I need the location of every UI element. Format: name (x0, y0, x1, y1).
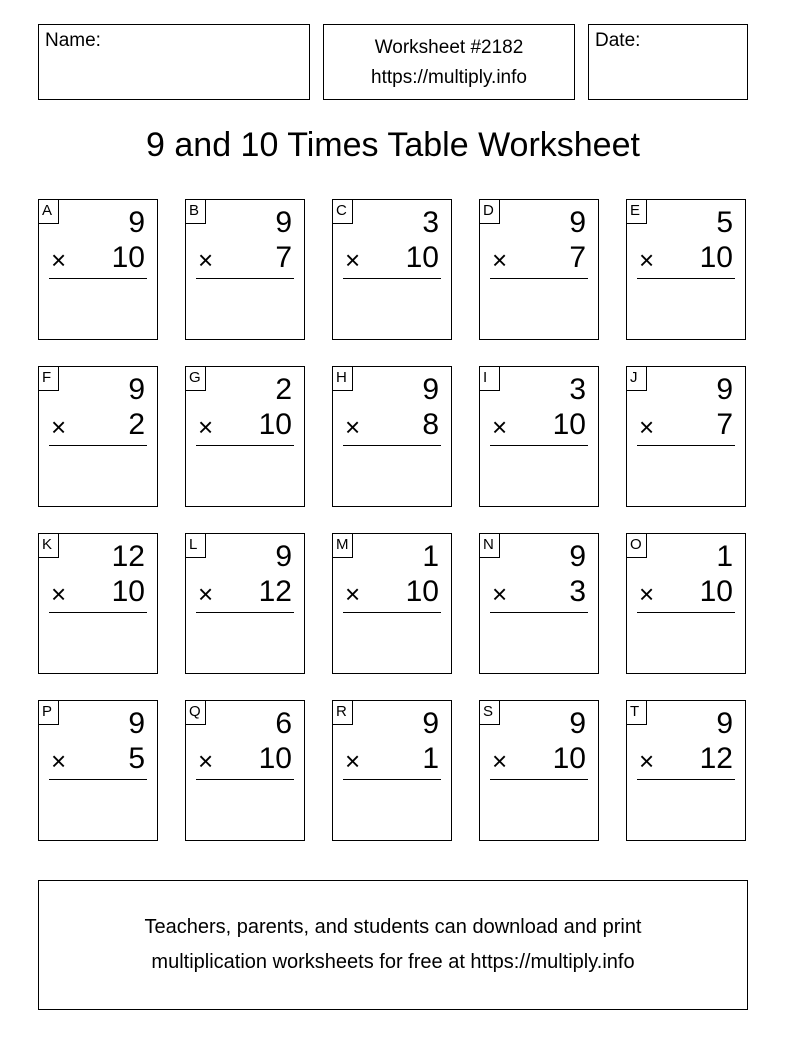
name-field-box (38, 24, 310, 100)
problem-label: J (627, 367, 647, 391)
multiplier: 10 (405, 575, 439, 608)
problem-card (185, 366, 305, 507)
multiplicand: 9 (128, 373, 145, 406)
answer-line (637, 278, 735, 279)
footer-line-2: multiplication worksheets for free at https://multiply.info (151, 951, 635, 973)
problem-label: S (480, 701, 500, 725)
problem-label: R (333, 701, 353, 725)
worksheet-url: https://multiply.info (371, 67, 527, 88)
times-sign: × (198, 579, 214, 609)
problem-label: D (480, 200, 500, 224)
times-sign: × (345, 746, 361, 776)
times-sign: × (345, 245, 361, 275)
times-sign: × (639, 579, 655, 609)
times-sign: × (345, 412, 361, 442)
answer-line (637, 779, 735, 780)
multiplicand: 9 (569, 707, 586, 740)
times-sign: × (345, 579, 361, 609)
multiplicand: 9 (569, 540, 586, 573)
multiplier: 10 (699, 575, 733, 608)
problem-card (479, 366, 599, 507)
answer-line (49, 278, 147, 279)
answer-line (196, 779, 294, 780)
answer-line (343, 779, 441, 780)
problem-label: C (333, 200, 353, 224)
problem-card (479, 533, 599, 674)
problem-label: E (627, 200, 647, 224)
multiplier: 10 (405, 241, 439, 274)
multiplier: 10 (258, 408, 292, 441)
multiplier: 10 (552, 742, 586, 775)
answer-line (637, 445, 735, 446)
times-sign: × (639, 746, 655, 776)
multiplier: 12 (258, 575, 292, 608)
answer-line (637, 612, 735, 613)
page-title: 9 and 10 Times Table Worksheet (146, 126, 640, 164)
worksheet-info-box (323, 24, 575, 100)
multiplicand: 9 (275, 540, 292, 573)
problem-label: M (333, 534, 353, 558)
multiplicand: 3 (569, 373, 586, 406)
multiplicand: 3 (422, 206, 439, 239)
times-sign: × (51, 746, 67, 776)
multiplier: 8 (422, 408, 439, 441)
answer-line (49, 779, 147, 780)
answer-line (490, 779, 588, 780)
times-sign: × (639, 245, 655, 275)
multiplicand: 9 (422, 707, 439, 740)
problem-card (38, 199, 158, 340)
multiplicand: 12 (111, 540, 145, 573)
times-sign: × (51, 579, 67, 609)
multiplier: 10 (111, 241, 145, 274)
times-sign: × (492, 412, 508, 442)
problem-label: T (627, 701, 647, 725)
multiplicand: 9 (275, 206, 292, 239)
times-sign: × (51, 245, 67, 275)
problem-label: L (186, 534, 206, 558)
answer-line (49, 612, 147, 613)
problem-label: Q (186, 701, 206, 725)
multiplicand: 9 (569, 206, 586, 239)
answer-line (343, 278, 441, 279)
problem-card (479, 199, 599, 340)
answer-line (490, 445, 588, 446)
problem-label: I (480, 367, 500, 391)
multiplier: 7 (275, 241, 292, 274)
multiplier: 12 (699, 742, 733, 775)
problem-card (185, 533, 305, 674)
date-label: Date: (595, 30, 641, 51)
problem-card (185, 199, 305, 340)
multiplicand: 9 (716, 707, 733, 740)
answer-line (196, 445, 294, 446)
times-sign: × (51, 412, 67, 442)
problem-card (38, 533, 158, 674)
times-sign: × (198, 245, 214, 275)
problem-card (332, 700, 452, 841)
problem-card (332, 199, 452, 340)
times-sign: × (198, 746, 214, 776)
name-label: Name: (45, 30, 101, 51)
multiplier: 3 (569, 575, 586, 608)
answer-line (343, 445, 441, 446)
problem-label: N (480, 534, 500, 558)
answer-line (196, 612, 294, 613)
multiplier: 5 (128, 742, 145, 775)
multiplier: 2 (128, 408, 145, 441)
multiplier: 10 (699, 241, 733, 274)
multiplicand: 6 (275, 707, 292, 740)
problem-label: H (333, 367, 353, 391)
problem-card (626, 366, 746, 507)
multiplicand: 5 (716, 206, 733, 239)
problem-label: F (39, 367, 59, 391)
problem-card (332, 366, 452, 507)
multiplicand: 9 (422, 373, 439, 406)
problem-card (332, 533, 452, 674)
problem-label: K (39, 534, 59, 558)
problem-card (626, 533, 746, 674)
times-sign: × (492, 746, 508, 776)
problem-label: A (39, 200, 59, 224)
worksheet-id: Worksheet #2182 (374, 37, 524, 58)
problem-label: O (627, 534, 647, 558)
answer-line (343, 612, 441, 613)
footer-line-1: Teachers, parents, and students can download and print (144, 916, 642, 938)
problem-card (38, 366, 158, 507)
problem-card (626, 199, 746, 340)
problem-card (479, 700, 599, 841)
answer-line (490, 278, 588, 279)
answer-line (490, 612, 588, 613)
multiplicand: 1 (716, 540, 733, 573)
multiplier: 7 (716, 408, 733, 441)
multiplier: 1 (422, 742, 439, 775)
answer-line (49, 445, 147, 446)
multiplier: 10 (552, 408, 586, 441)
multiplicand: 9 (716, 373, 733, 406)
times-sign: × (492, 245, 508, 275)
footer-box (38, 880, 748, 1010)
multiplicand: 9 (128, 707, 145, 740)
times-sign: × (492, 579, 508, 609)
times-sign: × (198, 412, 214, 442)
multiplicand: 9 (128, 206, 145, 239)
multiplier: 7 (569, 241, 586, 274)
multiplicand: 1 (422, 540, 439, 573)
problem-card (185, 700, 305, 841)
problem-card (38, 700, 158, 841)
date-field-box (588, 24, 748, 100)
times-sign: × (639, 412, 655, 442)
problem-label: P (39, 701, 59, 725)
problem-label: B (186, 200, 206, 224)
multiplier: 10 (111, 575, 145, 608)
problem-label: G (186, 367, 206, 391)
problem-card (626, 700, 746, 841)
answer-line (196, 278, 294, 279)
multiplicand: 2 (275, 373, 292, 406)
multiplier: 10 (258, 742, 292, 775)
